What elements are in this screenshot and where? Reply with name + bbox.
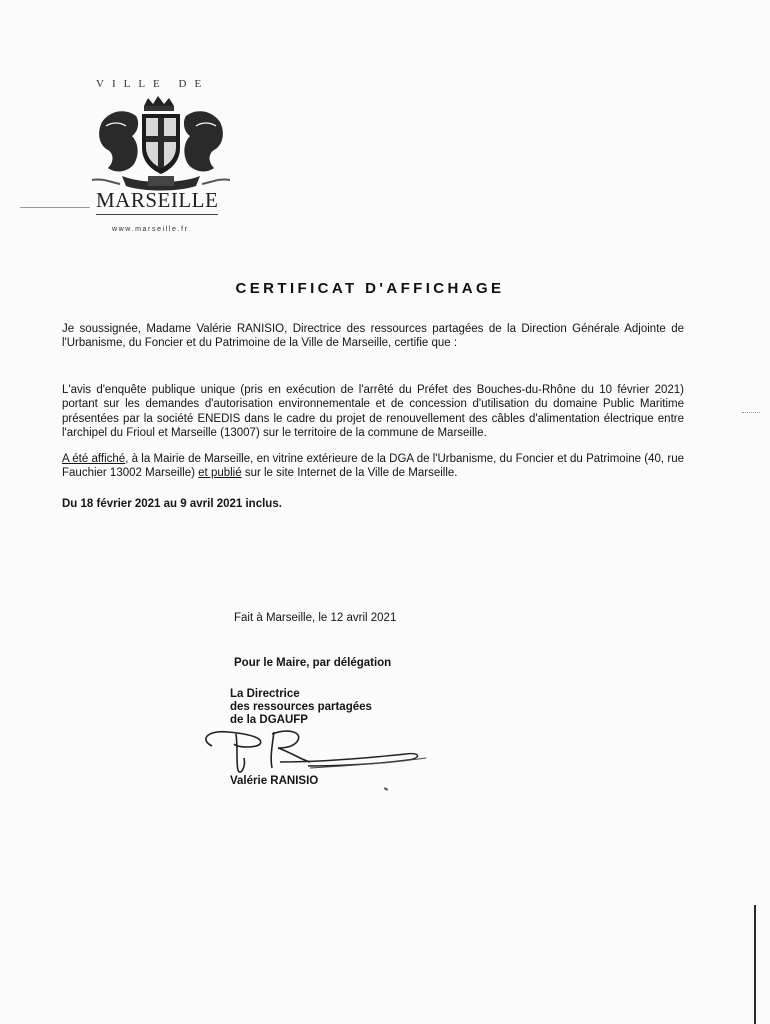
signer-name: Valérie RANISIO (230, 775, 319, 787)
posted-lead: A été affiché (62, 453, 126, 465)
letterhead-top-text: VILLE DE (96, 78, 210, 90)
for-mayor-delegation: Pour le Maire, par délégation (234, 657, 392, 669)
letterhead-rule-left (20, 207, 90, 208)
handwritten-signature (198, 718, 438, 780)
letterhead-underline (96, 214, 218, 215)
role-line: de la DGAUFP (230, 714, 308, 726)
posted-middle: , à la Mairie de Marseille, en vitrine extérieure de la DGA de l'Urbanisme, du Foncier et du Patrimoine (40, rue Fauchier 13002 Marseille) (62, 453, 684, 480)
letterhead-website: www.marseille.fr (112, 226, 189, 233)
scan-mark (742, 412, 760, 414)
posting-period: Du 18 février 2021 au 9 avril 2021 inclus. (62, 498, 282, 510)
notice-paragraph: L'avis d'enquête publique unique (pris en exécution de l'arrêté du Préfet des Bouches-du-Rhône du 10 février 2021) portant sur les demandes d'autorisation environnementale et de concession d'utilisation du domaine Public Maritime présentées par la société ENEDIS dans le cadre du projet de renouvellement des câbles d'alimentation électrique entre l'archipel du Frioul et Marseille (13007) sur le territoire de la commune de Marseille. (62, 384, 684, 440)
place-and-date: Fait à Marseille, le 12 avril 2021 (234, 612, 397, 624)
posting-paragraph (62, 452, 684, 481)
scan-speck (384, 787, 388, 791)
city-crest-logo (92, 92, 230, 196)
role-line: La Directrice (230, 688, 300, 700)
intro-paragraph: Je soussignée, Madame Valérie RANISIO, Directrice des ressources partagées de la Direction Générale Adjointe de l'Urbanisme, du Foncier et du Patrimoine de la Ville de Marseille, certifie que : (62, 323, 684, 350)
document-title: CERTIFICAT D'AFFICHAGE (235, 280, 505, 297)
role-line: des ressources partagées (230, 701, 372, 713)
posted-published: et publié (198, 467, 242, 480)
scan-edge-line (754, 905, 756, 1024)
letterhead-city-name: MARSEILLE (96, 188, 219, 212)
posted-end: sur le site Internet de la Ville de Marseille. (241, 467, 458, 480)
